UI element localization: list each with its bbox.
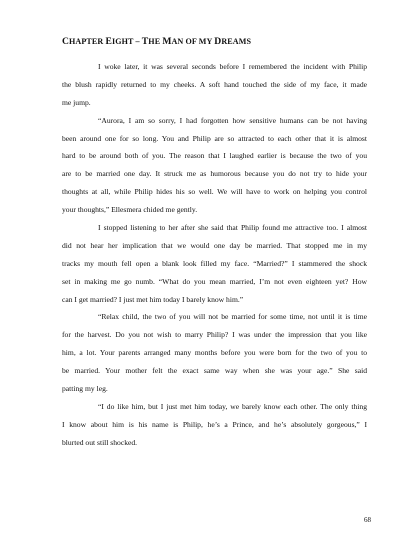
text-line: I woke later, it was several seconds before I remembered the incident with Philip <box>98 62 367 71</box>
text-line: hard to be around both of you. The reason that I laughed earlier is because the two of you <box>62 151 367 161</box>
text-line: thoughts at all, while Philip hides his so well. We will have to work on helping you control <box>62 187 367 197</box>
text-line: are to be married one day. It struck me as humorous because you do not try to hide your <box>62 169 367 179</box>
chapter-title-word-smallcaps: AN OF MY <box>171 37 215 46</box>
text-line: be married. Your mother felt the exact same way when she was your age.” She said <box>62 366 367 376</box>
chapter-title-word-initial: D <box>214 36 222 47</box>
chapter-title-word-smallcaps: REAMS <box>221 37 252 46</box>
text-line: been around one for so long. You and Philip are so attracted to each other that it is almost <box>62 133 367 143</box>
text-line: patting my leg. <box>62 384 108 394</box>
text-line: blurted out still shocked. <box>62 437 138 447</box>
text-line: for the harvest. Do you not wish to marry Philip? I was under the impression that you like <box>62 330 367 340</box>
text-line: did not hear her implication that we would one day be married. That stopped me in my <box>62 240 367 250</box>
text-line: him, a lot. Your parents arranged many months before you were born for the two of you to <box>62 348 367 358</box>
chapter-title-initial: C <box>62 36 70 47</box>
text-line: “Aurora, I am so sorry, I had forgotten how sensitive humans can be not having <box>98 115 367 125</box>
text-line: tracks my mouth fell open a blank look filled my face. “Married?” I stammered the shock <box>62 258 367 268</box>
text-line: me jump. <box>62 97 91 107</box>
text-line: the blush rapidly returned to my cheeks. A soft hand touched the side of my face, it made <box>62 79 367 89</box>
chapter-body <box>62 58 367 452</box>
text-line: “I do like him, but I just met him today, we barely know each other. The only thing <box>98 401 367 411</box>
text-line: “Relax child, the two of you will not be married for some time, not until it is time <box>98 312 367 322</box>
text-line: can I get married? I just met him today I barely know him.” <box>62 294 244 304</box>
chapter-title-word-smallcaps: HE <box>148 37 163 46</box>
chapter-title-separator: – <box>133 37 142 46</box>
chapter-title-word-initial: T <box>141 36 149 47</box>
text-line: set in making me go numb. “What do you mean married, I’m not even eighteen yet? How <box>62 276 367 286</box>
chapter-number-smallcaps: IGHT <box>111 37 134 46</box>
chapter-number-initial: E <box>105 36 112 47</box>
text-line: your thoughts,” Ellesmera chided me gently. <box>62 205 198 215</box>
chapter-title-word-initial: M <box>162 36 172 47</box>
chapter-title-smallcaps: HAPTER <box>69 37 106 46</box>
text-line: I stopped listening to her after she said that Philip found me attractive too. I almost <box>98 223 367 233</box>
page-number: 68 <box>364 516 371 524</box>
chapter-title <box>62 36 251 47</box>
text-line: I know about him is his name is Philip, he’s a Prince, and he’s absolutely gorgeous,” I <box>62 419 367 429</box>
